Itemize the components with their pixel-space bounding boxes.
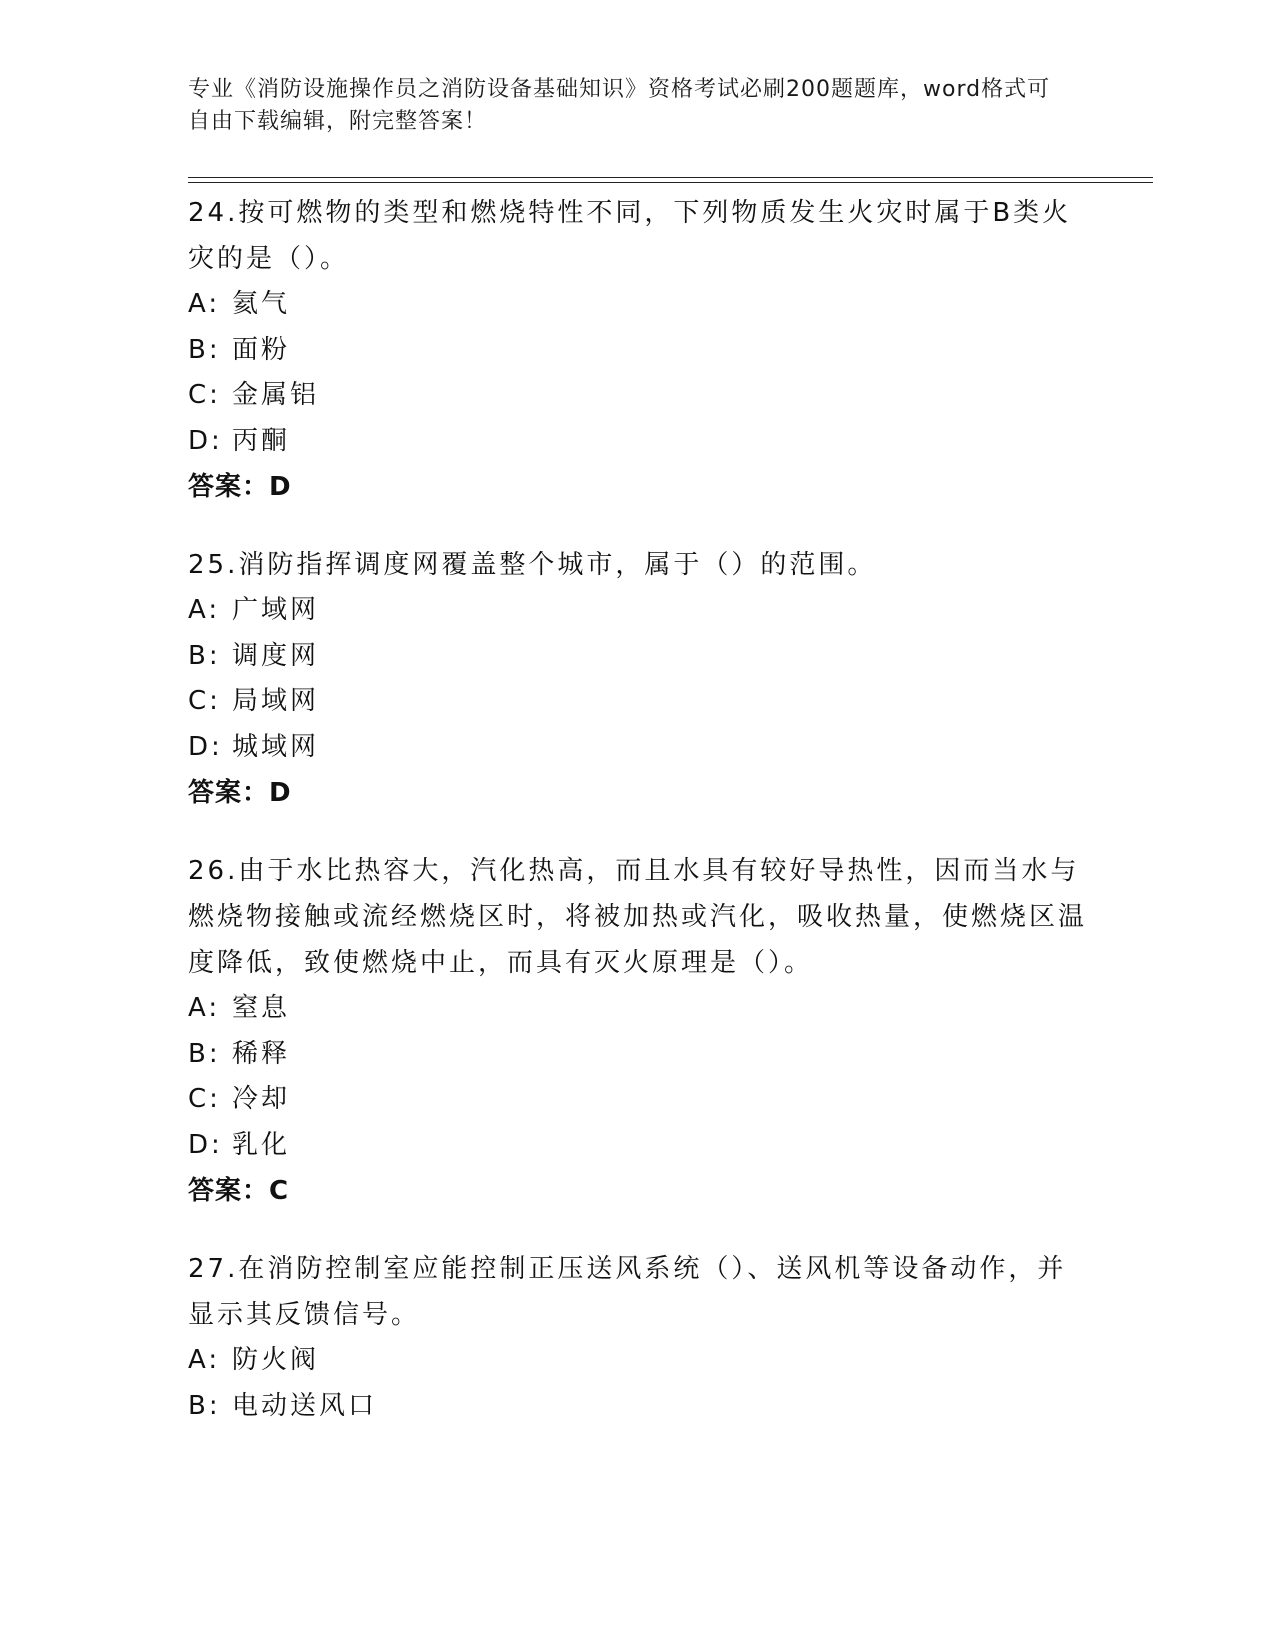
- question-text: 25.消防指挥调度网覆盖整个城市，属于（）的范围。: [188, 550, 877, 580]
- option-list: [188, 588, 1088, 770]
- option-b: [188, 634, 1088, 680]
- option-text: 氦气: [232, 289, 291, 319]
- option-letter: B:: [188, 1390, 221, 1421]
- option-a: [188, 986, 1088, 1032]
- option-text: 稀释: [232, 1038, 291, 1069]
- option-list: [188, 986, 1088, 1168]
- option-c: [188, 679, 1088, 725]
- option-d: [188, 419, 1088, 465]
- question-text: 27.在消防控制室应能控制正压送风系统（）、送风机等设备动作，并显示其反馈信号。: [188, 1254, 1067, 1330]
- option-c: [188, 373, 1088, 419]
- option-d: [188, 1123, 1088, 1169]
- option-d: [188, 725, 1088, 771]
- option-c: [188, 1077, 1088, 1123]
- question-26: [188, 848, 1088, 1214]
- option-letter: D:: [188, 425, 223, 456]
- option-letter: A:: [188, 1345, 221, 1375]
- option-letter: B:: [188, 640, 221, 671]
- option-b: [188, 1384, 1088, 1430]
- option-text: 防火阀: [232, 1345, 320, 1375]
- option-letter: B:: [188, 334, 221, 365]
- option-text: 面粉: [232, 334, 291, 365]
- option-letter: A:: [188, 289, 221, 319]
- question-27: [188, 1246, 1088, 1429]
- question-24: [188, 190, 1088, 510]
- option-letter: A:: [188, 993, 221, 1023]
- option-text: 丙酮: [232, 425, 291, 456]
- header-divider-bottom: [188, 182, 1153, 183]
- option-letter: A:: [188, 595, 221, 625]
- question-25: [188, 542, 1088, 816]
- option-letter: B:: [188, 1038, 221, 1069]
- option-letter: D:: [188, 1129, 223, 1160]
- option-letter: C:: [188, 1084, 221, 1114]
- option-text: 窒息: [232, 993, 291, 1023]
- question-text: 26.由于水比热容大，汽化热高，而且水具有较好导热性，因而当水与燃烧物接触或流经燃烧区时，将被加热或汽化，吸收热量，使燃烧区温度降低，致使燃烧中止，而具有灭火原理是（）。: [188, 856, 1088, 978]
- option-letter: C:: [188, 380, 221, 410]
- option-list: [188, 282, 1088, 464]
- answer-label: 答案：C: [188, 1176, 290, 1206]
- document-header: 专业《消防设施操作员之消防设备基础知识》资格考试必刷200题题库，word格式可自由下载编辑，附完整答案！: [188, 77, 1051, 134]
- option-letter: C:: [188, 686, 221, 716]
- answer-label: 答案：D: [188, 472, 292, 502]
- option-list: [188, 1338, 1088, 1429]
- option-text: 调度网: [232, 640, 320, 671]
- answer-label: 答案：D: [188, 778, 292, 808]
- question-text: 24.按可燃物的类型和燃烧特性不同，下列物质发生火灾时属于B类火灾的是（）。: [188, 198, 1072, 274]
- option-b: [188, 328, 1088, 374]
- option-a: [188, 1338, 1088, 1384]
- option-letter: D:: [188, 731, 223, 762]
- option-text: 电动送风口: [232, 1390, 378, 1421]
- option-text: 城域网: [232, 731, 320, 762]
- option-a: [188, 282, 1088, 328]
- option-b: [188, 1032, 1088, 1078]
- option-text: 局域网: [232, 686, 320, 716]
- option-text: 冷却: [232, 1084, 291, 1114]
- header-divider-top: [188, 177, 1153, 178]
- option-text: 乳化: [232, 1129, 291, 1160]
- option-text: 广域网: [232, 595, 320, 625]
- option-text: 金属铝: [232, 380, 320, 410]
- question-list: [188, 190, 1088, 1461]
- option-a: [188, 588, 1088, 634]
